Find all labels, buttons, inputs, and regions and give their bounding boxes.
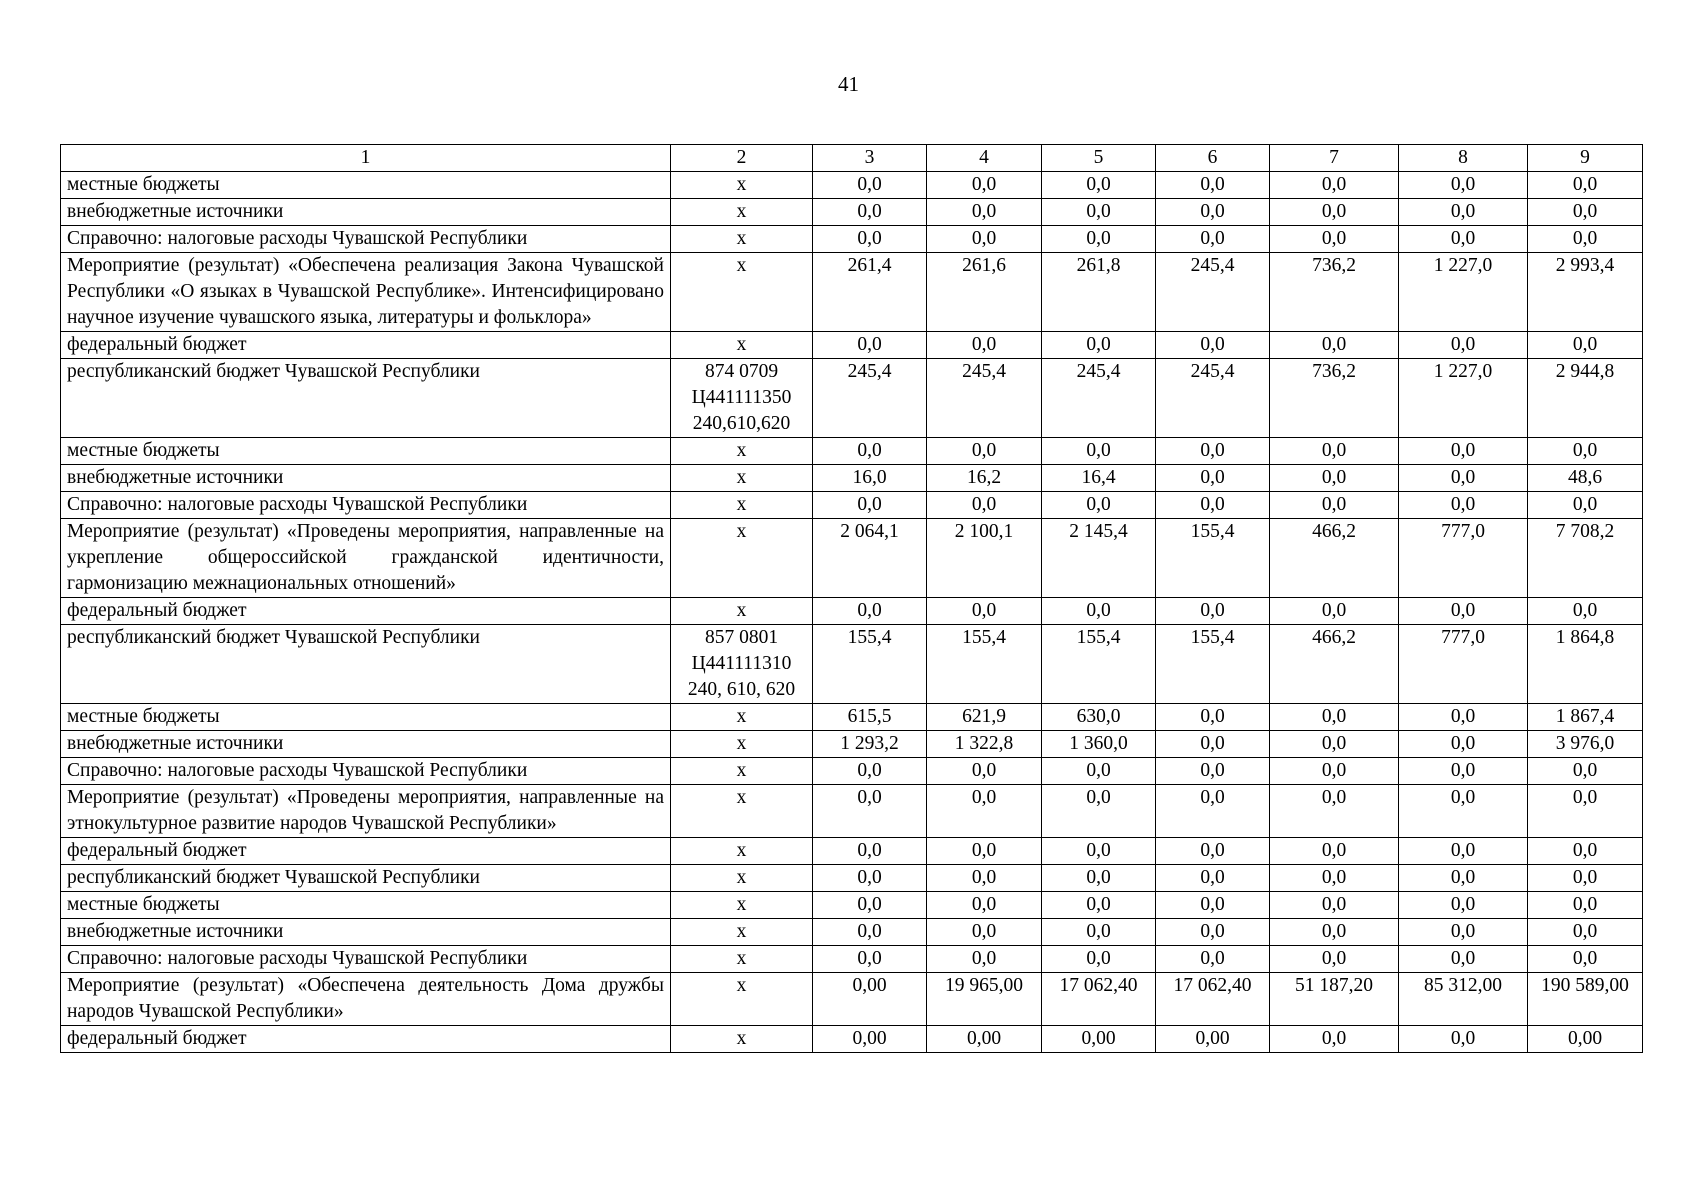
row-code-cell: x: [671, 199, 813, 226]
value-cell: 0,0: [1156, 946, 1270, 973]
table-row: [61, 438, 1643, 465]
value-cell: 0,0: [1270, 838, 1399, 865]
table-row: [61, 359, 1643, 438]
value-cell: 0,0: [1270, 731, 1399, 758]
value-cell: 51 187,20: [1270, 973, 1399, 1026]
row-name-cell: Мероприятие (результат) «Обеспечена реализация Закона Чувашской Республики «О языках в Чувашской Республике». Интенсифицировано научное изучение чувашского языка, литературы и фольклора»: [61, 253, 671, 332]
value-cell: 0,0: [813, 598, 927, 625]
value-cell: 48,6: [1528, 465, 1643, 492]
row-name-cell: федеральный бюджет: [61, 332, 671, 359]
value-cell: 261,4: [813, 253, 927, 332]
value-cell: 0,0: [1156, 199, 1270, 226]
value-cell: 16,4: [1042, 465, 1156, 492]
value-cell: 630,0: [1042, 704, 1156, 731]
value-cell: 0,0: [1156, 865, 1270, 892]
value-cell: 0,0: [813, 865, 927, 892]
table-row: [61, 1026, 1643, 1053]
value-cell: 0,0: [1156, 892, 1270, 919]
value-cell: 615,5: [813, 704, 927, 731]
row-name-cell: республиканский бюджет Чувашской Республики: [61, 359, 671, 438]
value-cell: 0,0: [927, 758, 1042, 785]
row-code-cell: x: [671, 973, 813, 1026]
value-cell: 0,00: [927, 1026, 1042, 1053]
value-cell: 0,00: [1156, 1026, 1270, 1053]
table-row: [61, 838, 1643, 865]
value-cell: 0,0: [1156, 785, 1270, 838]
row-code-cell: x: [671, 838, 813, 865]
value-cell: 155,4: [813, 625, 927, 704]
row-name-cell: местные бюджеты: [61, 892, 671, 919]
table-row: [61, 519, 1643, 598]
value-cell: 0,0: [813, 892, 927, 919]
row-code-cell: x: [671, 253, 813, 332]
value-cell: 0,0: [1399, 438, 1528, 465]
value-cell: 0,0: [1399, 598, 1528, 625]
row-code-cell: x: [671, 785, 813, 838]
value-cell: 0,0: [1528, 598, 1643, 625]
row-name-cell: республиканский бюджет Чувашской Республики: [61, 865, 671, 892]
value-cell: 0,0: [927, 838, 1042, 865]
value-cell: 0,0: [1528, 838, 1643, 865]
value-cell: 155,4: [1156, 625, 1270, 704]
row-code-cell: x: [671, 172, 813, 199]
value-cell: 0,0: [813, 332, 927, 359]
value-cell: 245,4: [1156, 359, 1270, 438]
value-cell: 0,0: [813, 838, 927, 865]
table-row: [61, 704, 1643, 731]
value-cell: 0,0: [1270, 946, 1399, 973]
value-cell: 0,0: [1156, 758, 1270, 785]
row-code-cell: 874 0709 Ц441111350 240,610,620: [671, 359, 813, 438]
value-cell: 0,0: [1156, 172, 1270, 199]
value-cell: 0,0: [1156, 332, 1270, 359]
value-cell: 0,0: [1270, 704, 1399, 731]
value-cell: 1 864,8: [1528, 625, 1643, 704]
value-cell: 1 227,0: [1399, 359, 1528, 438]
value-cell: 777,0: [1399, 519, 1528, 598]
value-cell: 0,0: [1042, 226, 1156, 253]
row-name-cell: внебюджетные источники: [61, 465, 671, 492]
table-row: [61, 199, 1643, 226]
value-cell: 0,0: [1156, 465, 1270, 492]
value-cell: 0,0: [1528, 919, 1643, 946]
value-cell: 777,0: [1399, 625, 1528, 704]
row-name-cell: внебюджетные источники: [61, 919, 671, 946]
value-cell: 466,2: [1270, 625, 1399, 704]
value-cell: 0,0: [1270, 172, 1399, 199]
table-row: [61, 892, 1643, 919]
table-row: [61, 465, 1643, 492]
value-cell: 3 976,0: [1528, 731, 1643, 758]
value-cell: 0,00: [813, 1026, 927, 1053]
value-cell: 0,0: [927, 332, 1042, 359]
value-cell: 0,0: [1042, 758, 1156, 785]
row-name-cell: Справочно: налоговые расходы Чувашской Республики: [61, 492, 671, 519]
value-cell: 0,0: [1042, 172, 1156, 199]
table-row: [61, 919, 1643, 946]
value-cell: 2 993,4: [1528, 253, 1643, 332]
value-cell: 261,8: [1042, 253, 1156, 332]
value-cell: 0,0: [1528, 332, 1643, 359]
row-code-cell: x: [671, 438, 813, 465]
value-cell: 1 360,0: [1042, 731, 1156, 758]
row-code-cell: x: [671, 332, 813, 359]
value-cell: 245,4: [927, 359, 1042, 438]
value-cell: 1 227,0: [1399, 253, 1528, 332]
table-row: [61, 172, 1643, 199]
value-cell: 0,0: [813, 758, 927, 785]
value-cell: 0,0: [1270, 226, 1399, 253]
table-row: [61, 598, 1643, 625]
value-cell: 0,0: [813, 946, 927, 973]
column-header: 3: [813, 145, 927, 172]
value-cell: 0,0: [927, 226, 1042, 253]
value-cell: 0,0: [1042, 332, 1156, 359]
value-cell: 0,0: [813, 226, 927, 253]
value-cell: 2 100,1: [927, 519, 1042, 598]
table-row: [61, 492, 1643, 519]
row-code-cell: x: [671, 492, 813, 519]
value-cell: 245,4: [1156, 253, 1270, 332]
value-cell: 0,0: [1528, 172, 1643, 199]
table-row: [61, 758, 1643, 785]
value-cell: 0,0: [1399, 172, 1528, 199]
table-row: [61, 785, 1643, 838]
table-row: [61, 625, 1643, 704]
value-cell: 0,0: [1399, 946, 1528, 973]
value-cell: 0,0: [927, 172, 1042, 199]
value-cell: 0,0: [1270, 465, 1399, 492]
row-code-cell: x: [671, 1026, 813, 1053]
budget-table: [60, 144, 1643, 1053]
value-cell: 0,0: [1270, 438, 1399, 465]
value-cell: 0,0: [1156, 704, 1270, 731]
row-name-cell: Справочно: налоговые расходы Чувашской Республики: [61, 758, 671, 785]
value-cell: 0,0: [813, 785, 927, 838]
value-cell: 155,4: [1156, 519, 1270, 598]
column-number-row: [61, 145, 1643, 172]
value-cell: 736,2: [1270, 359, 1399, 438]
value-cell: 466,2: [1270, 519, 1399, 598]
value-cell: 0,0: [1270, 758, 1399, 785]
value-cell: 0,0: [1528, 785, 1643, 838]
value-cell: 17 062,40: [1156, 973, 1270, 1026]
value-cell: 0,0: [927, 785, 1042, 838]
value-cell: 0,0: [927, 598, 1042, 625]
value-cell: 0,0: [1270, 1026, 1399, 1053]
value-cell: 0,0: [927, 892, 1042, 919]
table-row: [61, 946, 1643, 973]
value-cell: 0,0: [1156, 226, 1270, 253]
row-code-cell: x: [671, 598, 813, 625]
value-cell: 0,0: [927, 919, 1042, 946]
value-cell: 0,0: [1399, 865, 1528, 892]
column-header: 8: [1399, 145, 1528, 172]
column-header: 4: [927, 145, 1042, 172]
value-cell: 0,00: [813, 973, 927, 1026]
column-header: 5: [1042, 145, 1156, 172]
value-cell: 0,0: [813, 919, 927, 946]
value-cell: 0,0: [1528, 865, 1643, 892]
value-cell: 0,0: [927, 946, 1042, 973]
row-code-cell: x: [671, 704, 813, 731]
value-cell: 0,0: [1042, 492, 1156, 519]
value-cell: 0,0: [1399, 1026, 1528, 1053]
value-cell: 0,0: [1399, 785, 1528, 838]
table-row: [61, 253, 1643, 332]
value-cell: 0,0: [1270, 492, 1399, 519]
row-code-cell: x: [671, 519, 813, 598]
value-cell: 19 965,00: [927, 973, 1042, 1026]
value-cell: 0,0: [1528, 892, 1643, 919]
value-cell: 7 708,2: [1528, 519, 1643, 598]
row-name-cell: республиканский бюджет Чувашской Республики: [61, 625, 671, 704]
value-cell: 245,4: [813, 359, 927, 438]
value-cell: 16,2: [927, 465, 1042, 492]
value-cell: 0,0: [1042, 892, 1156, 919]
value-cell: 0,0: [1528, 199, 1643, 226]
row-name-cell: Мероприятие (результат) «Обеспечена деятельность Дома дружбы народов Чувашской Республики»: [61, 973, 671, 1026]
column-header: 1: [61, 145, 671, 172]
value-cell: 0,0: [1042, 438, 1156, 465]
value-cell: 0,0: [813, 492, 927, 519]
value-cell: 0,0: [1399, 838, 1528, 865]
value-cell: 0,0: [1399, 226, 1528, 253]
row-code-cell: x: [671, 758, 813, 785]
value-cell: 0,0: [1270, 199, 1399, 226]
row-code-cell: x: [671, 731, 813, 758]
value-cell: 0,0: [1528, 226, 1643, 253]
value-cell: 0,0: [927, 865, 1042, 892]
value-cell: 0,0: [1042, 199, 1156, 226]
row-name-cell: федеральный бюджет: [61, 598, 671, 625]
value-cell: 0,0: [813, 172, 927, 199]
value-cell: 0,0: [1270, 785, 1399, 838]
value-cell: 0,0: [1042, 865, 1156, 892]
row-name-cell: Справочно: налоговые расходы Чувашской Республики: [61, 946, 671, 973]
value-cell: 155,4: [1042, 625, 1156, 704]
value-cell: 736,2: [1270, 253, 1399, 332]
value-cell: 0,0: [1042, 838, 1156, 865]
row-code-cell: x: [671, 892, 813, 919]
value-cell: 0,00: [1042, 1026, 1156, 1053]
value-cell: 0,0: [1042, 598, 1156, 625]
table-row: [61, 865, 1643, 892]
row-name-cell: внебюджетные источники: [61, 731, 671, 758]
table-row: [61, 226, 1643, 253]
row-name-cell: местные бюджеты: [61, 438, 671, 465]
value-cell: 16,0: [813, 465, 927, 492]
value-cell: 0,0: [1270, 332, 1399, 359]
value-cell: 0,0: [1042, 785, 1156, 838]
value-cell: 0,0: [1399, 465, 1528, 492]
value-cell: 0,0: [1399, 919, 1528, 946]
value-cell: 0,00: [1528, 1026, 1643, 1053]
value-cell: 0,0: [1270, 892, 1399, 919]
value-cell: 0,0: [1156, 438, 1270, 465]
value-cell: 245,4: [1042, 359, 1156, 438]
value-cell: 0,0: [1270, 598, 1399, 625]
value-cell: 0,0: [1399, 704, 1528, 731]
column-header: 9: [1528, 145, 1643, 172]
row-name-cell: Мероприятие (результат) «Проведены мероприятия, направленные на укрепление общероссийской гражданской идентичности, гармонизацию межнациональных отношений»: [61, 519, 671, 598]
row-name-cell: федеральный бюджет: [61, 1026, 671, 1053]
value-cell: 0,0: [1156, 731, 1270, 758]
value-cell: 0,0: [1399, 758, 1528, 785]
column-header: 7: [1270, 145, 1399, 172]
page-number: 41: [838, 72, 859, 96]
value-cell: 0,0: [1270, 919, 1399, 946]
row-name-cell: Мероприятие (результат) «Проведены мероприятия, направленные на этнокультурное развитие народов Чувашской Республики»: [61, 785, 671, 838]
row-name-cell: местные бюджеты: [61, 704, 671, 731]
row-name-cell: федеральный бюджет: [61, 838, 671, 865]
value-cell: 0,0: [1270, 865, 1399, 892]
row-code-cell: x: [671, 226, 813, 253]
value-cell: 0,0: [1042, 946, 1156, 973]
table-row: [61, 731, 1643, 758]
row-name-cell: местные бюджеты: [61, 172, 671, 199]
value-cell: 0,0: [927, 492, 1042, 519]
value-cell: 0,0: [1156, 492, 1270, 519]
value-cell: 0,0: [1528, 758, 1643, 785]
row-code-cell: x: [671, 865, 813, 892]
value-cell: 0,0: [813, 199, 927, 226]
value-cell: 2 145,4: [1042, 519, 1156, 598]
value-cell: 0,0: [1156, 598, 1270, 625]
value-cell: 2 064,1: [813, 519, 927, 598]
value-cell: 0,0: [1399, 731, 1528, 758]
value-cell: 0,0: [927, 438, 1042, 465]
value-cell: 261,6: [927, 253, 1042, 332]
value-cell: 0,0: [1528, 492, 1643, 519]
value-cell: 621,9: [927, 704, 1042, 731]
value-cell: 0,0: [813, 438, 927, 465]
column-header: 6: [1156, 145, 1270, 172]
table-row: [61, 973, 1643, 1026]
value-cell: 1 293,2: [813, 731, 927, 758]
value-cell: 0,0: [1156, 919, 1270, 946]
row-name-cell: внебюджетные источники: [61, 199, 671, 226]
value-cell: 2 944,8: [1528, 359, 1643, 438]
row-code-cell: x: [671, 919, 813, 946]
value-cell: 1 322,8: [927, 731, 1042, 758]
value-cell: 0,0: [1399, 332, 1528, 359]
row-code-cell: 857 0801 Ц441111310 240, 610, 620: [671, 625, 813, 704]
value-cell: 0,0: [1399, 492, 1528, 519]
column-header: 2: [671, 145, 813, 172]
value-cell: 0,0: [1399, 892, 1528, 919]
row-name-cell: Справочно: налоговые расходы Чувашской Республики: [61, 226, 671, 253]
value-cell: 0,0: [1528, 438, 1643, 465]
value-cell: 155,4: [927, 625, 1042, 704]
value-cell: 17 062,40: [1042, 973, 1156, 1026]
value-cell: 0,0: [1528, 946, 1643, 973]
value-cell: 0,0: [1156, 838, 1270, 865]
value-cell: 0,0: [1042, 919, 1156, 946]
value-cell: 0,0: [927, 199, 1042, 226]
row-code-cell: x: [671, 946, 813, 973]
table-row: [61, 332, 1643, 359]
row-code-cell: x: [671, 465, 813, 492]
table-body: [61, 172, 1643, 1053]
value-cell: 85 312,00: [1399, 973, 1528, 1026]
value-cell: 1 867,4: [1528, 704, 1643, 731]
value-cell: 190 589,00: [1528, 973, 1643, 1026]
value-cell: 0,0: [1399, 199, 1528, 226]
